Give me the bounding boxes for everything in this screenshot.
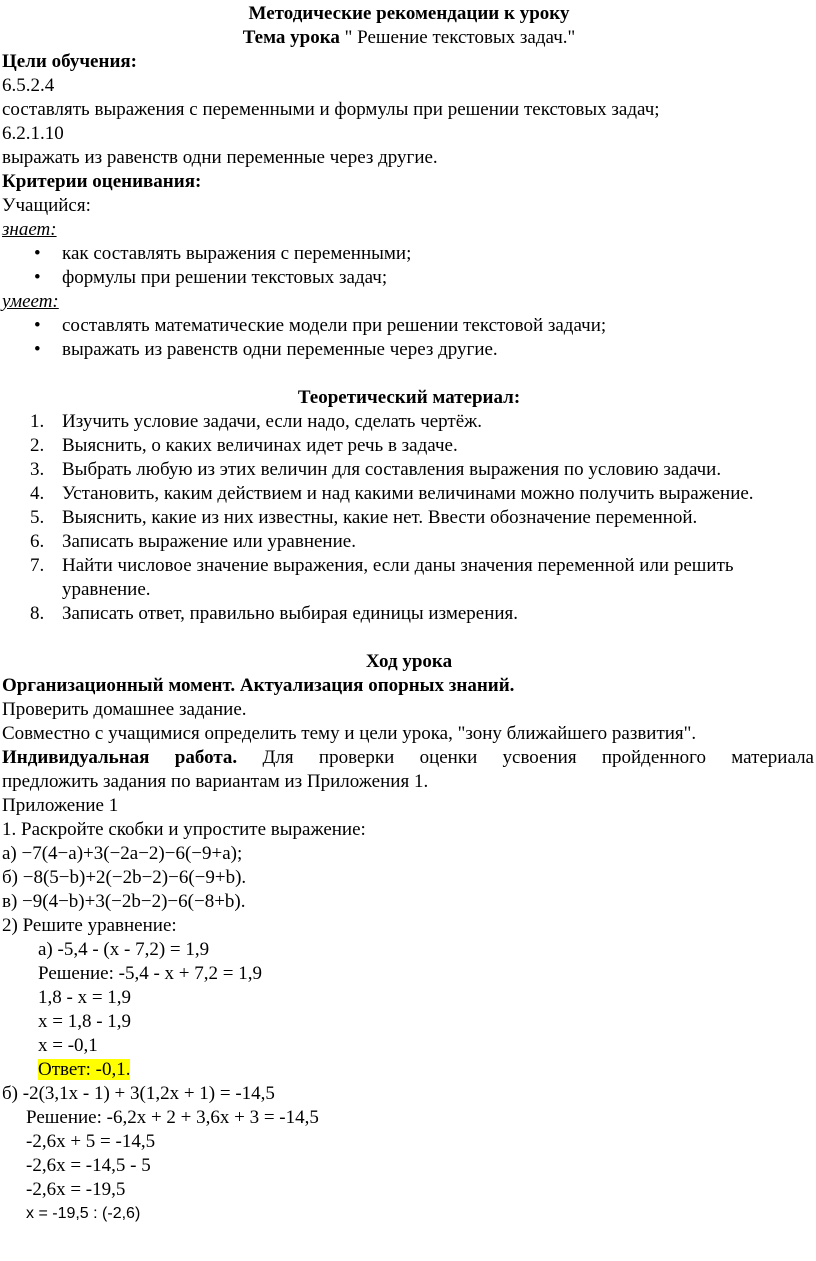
list-item <box>2 554 816 602</box>
item-number: 2. <box>30 435 45 456</box>
item-number: 7. <box>30 555 45 576</box>
list-item <box>2 602 816 626</box>
item-text: Найти числовое значение выражения, если даны значения переменной или решить уравнение. <box>62 555 734 600</box>
spacer <box>2 626 816 650</box>
check-homework: Проверить домашнее задание. <box>2 699 247 720</box>
individual-label: Индивидуальная работа. <box>2 747 238 768</box>
student-label: Учащийся: <box>2 195 91 216</box>
org-moment: Организационный момент. Актуализация опорных знаний. <box>2 675 515 696</box>
list-item: • как составлять выражения с переменными; <box>2 242 816 266</box>
task-2b-title: б) -2(3,1х - 1) + 3(1,2х + 1) = -14,5 <box>2 1083 275 1104</box>
criteria-heading: Критерии оценивания: <box>2 171 202 192</box>
list-item <box>2 410 816 434</box>
individual-work <box>2 746 816 770</box>
task-2a-line: 1,8 - х = 1,9 <box>38 987 132 1008</box>
task-2: 2) Решите уравнение: <box>2 915 177 936</box>
task-2b-line: -2,6х = -19,5 <box>26 1179 126 1200</box>
goal-code-2: 6.2.1.10 <box>2 123 64 144</box>
item-text: Записать выражение или уравнение. <box>62 531 356 552</box>
task-2a-line: х = 1,8 - 1,9 <box>38 1011 132 1032</box>
task-2b-last-line: х = -19,5 : (-2,6) <box>26 1205 141 1222</box>
task-2a-answer: Ответ: -0,1. <box>38 1059 131 1080</box>
list-item: • составлять математические модели при решении текстовой задачи; <box>2 314 816 338</box>
task-2a-line: а) -5,4 - (х - 7,2) = 1,9 <box>38 939 210 960</box>
task-2a-answer-row <box>2 1058 816 1082</box>
list-item: • формулы при решении текстовых задач; <box>2 266 816 290</box>
item-text: Установить, каким действием и над какими величинами можно получить выражение. <box>62 483 754 504</box>
appendix-title: Приложение 1 <box>2 795 119 816</box>
task-1-a: а) −7(4−а)+3(−2а−2)−6(−9+а); <box>2 843 243 864</box>
list-item <box>2 482 816 506</box>
task-2a-line: х = -0,1 <box>38 1035 98 1056</box>
individual-line-1: Для проверки оценки усвоения пройденного материала <box>262 747 814 768</box>
goal-text-1: составлять выражения с переменными и формулы при решении текстовых задач; <box>2 99 660 120</box>
topic-label: Тема урока <box>242 27 340 48</box>
item-number: 3. <box>30 459 45 480</box>
task-2b-line: -2,6х + 5 = -14,5 <box>26 1131 156 1152</box>
item-text: Выяснить, о каких величинах идет речь в задаче. <box>62 435 458 456</box>
list-item <box>2 506 816 530</box>
theory-heading: Теоретический материал: <box>297 387 521 408</box>
goal-text-2: выражать из равенств одни переменные через другие. <box>2 147 438 168</box>
can-list <box>2 314 816 362</box>
theory-list <box>2 410 816 626</box>
item-number: 1. <box>30 411 45 432</box>
item-number: 5. <box>30 507 45 528</box>
goals-heading: Цели обучения: <box>2 51 137 72</box>
task-1: 1. Раскройте скобки и упростите выражение: <box>2 819 366 840</box>
knows-label-row <box>2 218 816 242</box>
can-label: умеет: <box>2 291 59 312</box>
spacer <box>2 362 816 386</box>
task-1-b: б) −8(5−b)+2(−2b−2)−6(−9+b). <box>2 867 247 888</box>
item-text: Выбрать любую из этих величин для составления выражения по условию задачи. <box>62 459 722 480</box>
document-title: Методические рекомендации к уроку <box>248 3 570 24</box>
define-topic: Совместно с учащимися определить тему и цели урока, "зону ближайшего развития". <box>2 723 697 744</box>
can-label-row <box>2 290 816 314</box>
item-text: Записать ответ, правильно выбирая единицы измерения. <box>62 603 519 624</box>
lesson-topic <box>2 26 816 50</box>
item-number: 4. <box>30 483 45 504</box>
list-item <box>2 458 816 482</box>
list-item <box>2 434 816 458</box>
item-text: Выяснить, какие из них известны, какие нет. Ввести обозначение переменной. <box>62 507 698 528</box>
lesson-heading: Ход урока <box>365 651 453 672</box>
topic-value: " Решение текстовых задач." <box>339 27 576 48</box>
item-number: 6. <box>30 531 45 552</box>
list-item: • выражать из равенств одни переменные через другие. <box>2 338 816 362</box>
task-2a-line: Решение: -5,4 - х + 7,2 = 1,9 <box>38 963 262 984</box>
individual-line-2: предложить задания по вариантам из Приложения 1. <box>2 771 429 792</box>
goal-code-1: 6.5.2.4 <box>2 75 55 96</box>
knows-list <box>2 242 816 290</box>
item-text: Изучить условие задачи, если надо, сделать чертёж. <box>62 411 483 432</box>
knows-label: знает: <box>2 219 57 240</box>
task-2b-line: -2,6х = -14,5 - 5 <box>26 1155 151 1176</box>
task-1-c: в) −9(4−b)+3(−2b−2)−6(−8+b). <box>2 891 246 912</box>
item-number: 8. <box>30 603 45 624</box>
task-2b-line: Решение: -6,2х + 2 + 3,6х + 3 = -14,5 <box>26 1107 319 1128</box>
list-item <box>2 530 816 554</box>
